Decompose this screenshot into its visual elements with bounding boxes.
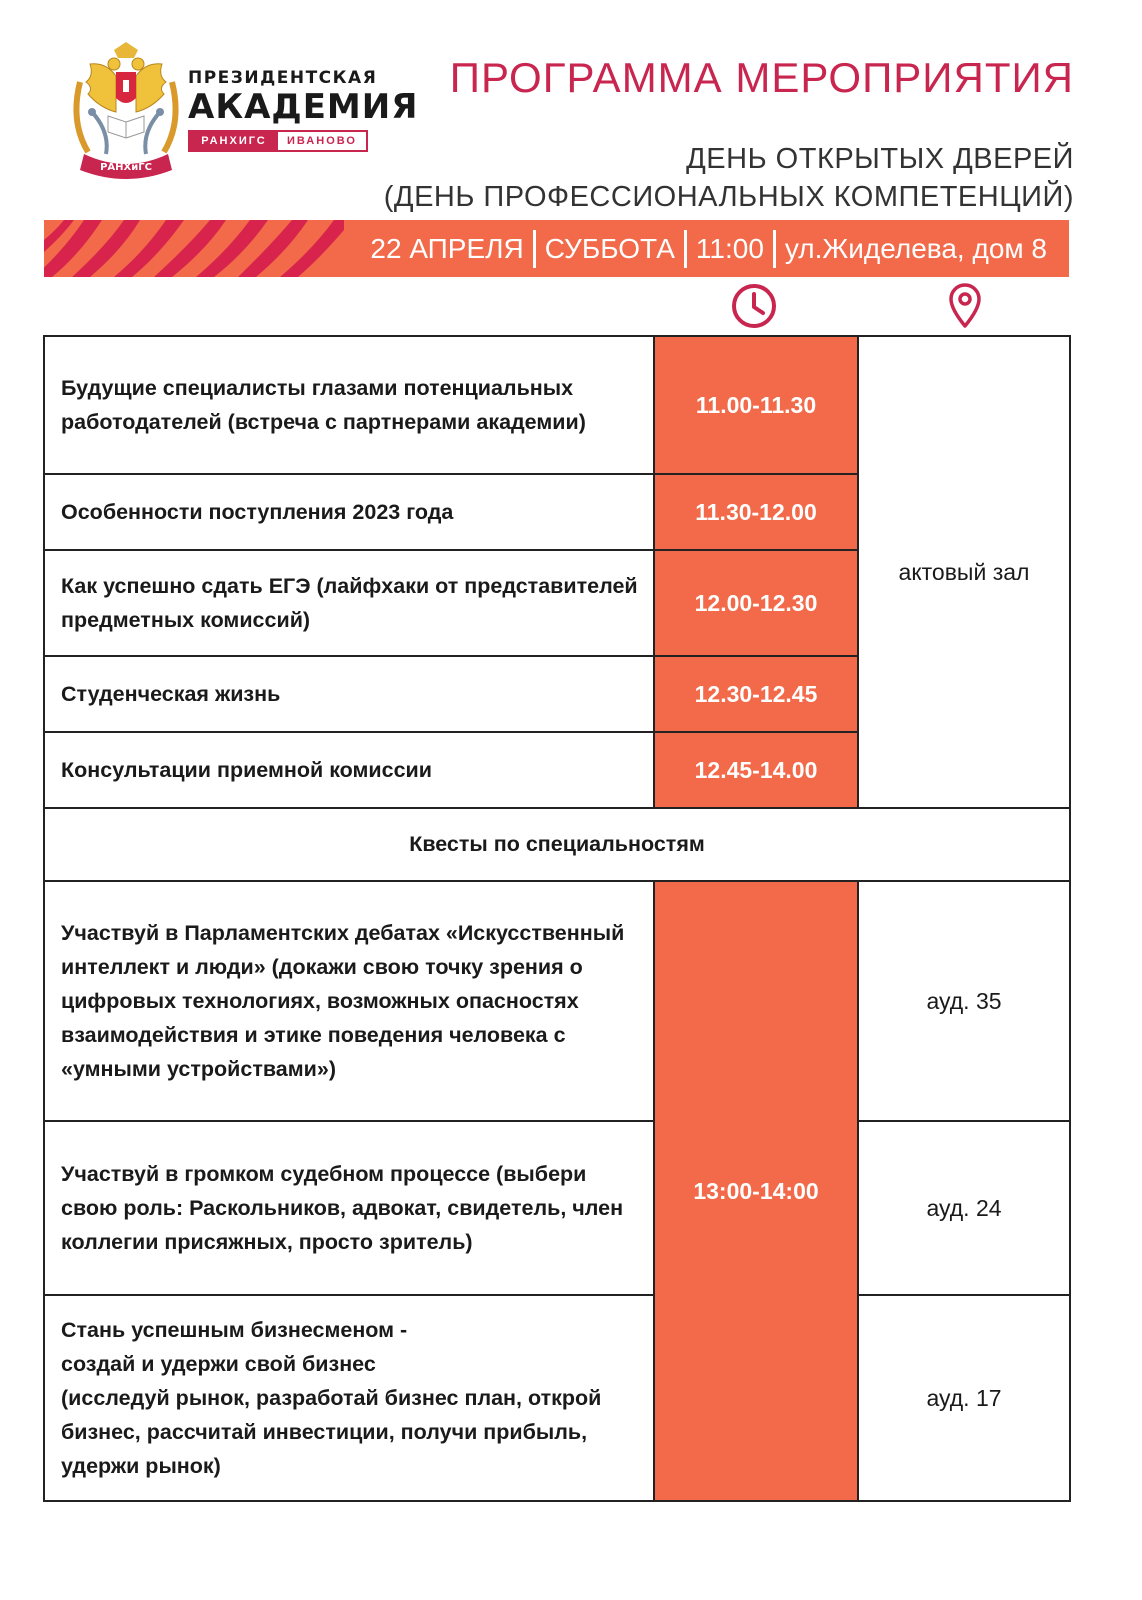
- emblem-ribbon-text: РАНХиГС: [100, 162, 152, 173]
- table-row: [44, 336, 1070, 474]
- table-row: [44, 1121, 1070, 1295]
- subtitle-line-2: (ДЕНЬ ПРОФЕССИОНАЛЬНЫХ КОМПЕТЕНЦИЙ): [383, 181, 1074, 213]
- activity-line: Стань успешным бизнесменом -: [61, 1318, 408, 1342]
- activity-cell: Участвуй в громком судебном процессе (выбери свою роль: Раскольников, адвокат, свидетель, член коллегии присяжных, просто зритель): [44, 1121, 654, 1295]
- banner-divider: [533, 230, 536, 268]
- section-title: Квесты по специальностям: [44, 808, 1070, 881]
- activity-cell: Студенческая жизнь: [44, 656, 654, 732]
- clock-icon: [731, 283, 777, 329]
- logo-line-2: АКАДЕМИЯ: [188, 87, 419, 127]
- academy-logo: [70, 42, 419, 187]
- page-subtitle: [384, 140, 1074, 216]
- schedule-table: [43, 335, 1071, 1502]
- banner-divider: [773, 230, 776, 268]
- event-weekday: СУББОТА: [544, 232, 675, 264]
- section-row: [44, 808, 1070, 881]
- banner-divider: [684, 230, 687, 268]
- time-cell: 11.00-11.30: [654, 336, 858, 474]
- place-cell: ауд. 24: [858, 1121, 1070, 1295]
- logo-tag-city: ИВАНОВО: [278, 132, 366, 150]
- activity-cell: Консультации приемной комиссии: [44, 732, 654, 808]
- logo-tag-ranepa: РАНХИГС: [190, 132, 278, 150]
- time-cell: 12.45-14.00: [654, 732, 858, 808]
- logo-tags: [188, 130, 368, 152]
- time-cell: 11.30-12.00: [654, 474, 858, 550]
- subtitle-line-1: ДЕНЬ ОТКРЫТЫХ ДВЕРЕЙ: [686, 143, 1074, 175]
- place-cell: ауд. 17: [858, 1295, 1070, 1501]
- activity-cell: Будущие специалисты глазами потенциальных работодателей (встреча с партнерами академии): [44, 336, 654, 474]
- activity-cell: [44, 1295, 654, 1501]
- double-headed-eagle-emblem: [70, 42, 182, 182]
- time-cell: 13:00-14:00: [654, 881, 858, 1501]
- logo-line-1: ПРЕЗИДЕНТСКАЯ: [188, 68, 378, 88]
- time-cell: 12.30-12.45: [654, 656, 858, 732]
- table-row: [44, 1295, 1070, 1501]
- activity-cell: Особенности поступления 2023 года: [44, 474, 654, 550]
- event-address: ул.Жиделева, дом 8: [784, 232, 1047, 264]
- activity-cell: Участвуй в Парламентских дебатах «Искусственный интеллект и люди» (докажи свою точку зрения о цифровых технологиях, возможных опасностях взаимодействия и этике поведения человека с «умными устройствами»): [44, 881, 654, 1121]
- event-banner: [44, 220, 1069, 277]
- activity-cell: Как успешно сдать ЕГЭ (лайфхаки от представителей предметных комиссий): [44, 550, 654, 656]
- time-cell: 12.00-12.30: [654, 550, 858, 656]
- banner-info: [370, 220, 1047, 277]
- activity-line: (исследуй рынок, разработай бизнес план, открой бизнес, рассчитай инвестиции, получи прибыль, удержи рынок): [61, 1386, 602, 1478]
- event-start-time: 11:00: [695, 232, 764, 264]
- place-cell: актовый зал: [858, 336, 1070, 808]
- table-row: [44, 881, 1070, 1121]
- banner-stripes-decoration: [44, 220, 344, 277]
- place-cell: ауд. 35: [858, 881, 1070, 1121]
- page-title: ПРОГРАММА МЕРОПРИЯТИЯ: [449, 54, 1074, 101]
- activity-line: создай и удержи свой бизнес: [61, 1352, 376, 1376]
- location-pin-icon: [947, 281, 983, 329]
- event-date: 22 АПРЕЛЯ: [370, 232, 524, 264]
